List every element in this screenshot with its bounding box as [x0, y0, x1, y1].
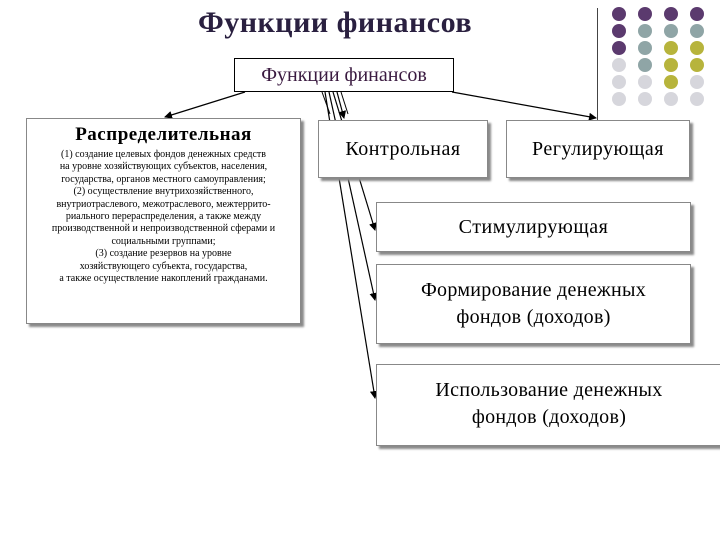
- usage-line-1: Использование денежных: [435, 379, 663, 401]
- distributive-heading: Распределительная: [75, 124, 252, 145]
- formation-line-1: Формирование денежных: [420, 279, 647, 301]
- distributive-box: [26, 118, 301, 324]
- stimulating-box: Стимулирующая: [376, 202, 691, 252]
- usage-line-2: фондов (доходов): [471, 406, 627, 428]
- distributive-line: хозяйствующего субъекта, государства,: [79, 260, 248, 272]
- formation-box: [376, 264, 691, 344]
- distributive-line: социальными группами;: [111, 235, 216, 247]
- distributive-line: на уровне хозяйствующих субъектов, населения,: [59, 161, 268, 173]
- regulating-box: Регулирующая: [506, 120, 690, 178]
- distributive-line: риального перераспределения, а также между: [65, 211, 262, 223]
- distributive-line: (1) создание целевых фондов денежных средств: [61, 149, 266, 160]
- formation-line-2: фондов (доходов): [456, 306, 611, 328]
- distributive-line: (3) создание резервов на уровне: [95, 248, 232, 260]
- distributive-description: [31, 149, 296, 285]
- distributive-line: (2) осуществление внутрихозяйственного,: [73, 186, 254, 198]
- root-box: Функции финансов: [234, 58, 454, 92]
- distributive-line: производственной и непроизводственной сферами и: [51, 223, 276, 235]
- control-box: Контрольная: [318, 120, 488, 178]
- usage-box: [376, 364, 720, 446]
- arrow-to-control: [337, 92, 344, 118]
- arrow-to-distributive: [165, 92, 245, 117]
- distributive-line: государства, органов местного самоуправления;: [61, 173, 266, 185]
- distributive-line: внутриотраслевого, межотраслевого, межтеррито-: [56, 198, 271, 210]
- arrow-to-regulating: [452, 92, 596, 118]
- slide-title: Функции финансов: [197, 6, 473, 39]
- distributive-line: а также осуществление накоплений гражданами.: [59, 273, 268, 285]
